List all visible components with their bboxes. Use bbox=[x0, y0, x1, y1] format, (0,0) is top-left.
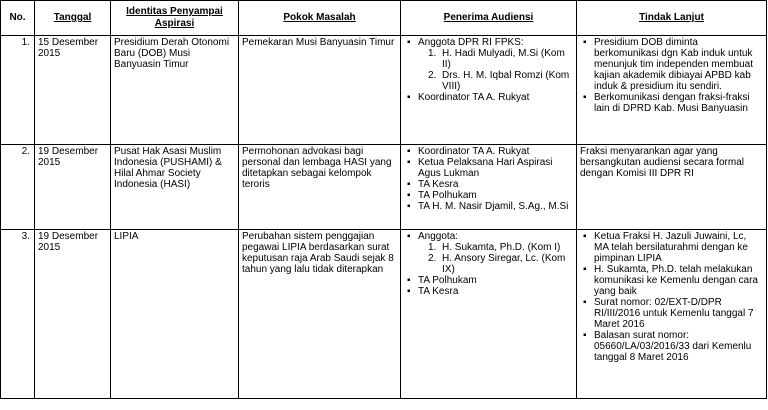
list-item bbox=[428, 70, 573, 92]
list-item-text: Balasan surat nomor: 05660/LA/03/2016/33 dari Kemenlu tanggal 8 Maret 2016 bbox=[594, 330, 752, 363]
row-identity: LIPIA bbox=[111, 230, 239, 399]
list-item bbox=[428, 253, 573, 275]
table-header-row bbox=[1, 1, 767, 36]
header-tanggal: Tanggal bbox=[35, 1, 111, 36]
list-item bbox=[404, 92, 573, 103]
table-row bbox=[1, 230, 767, 399]
row-recipients bbox=[401, 230, 577, 399]
list-item bbox=[404, 146, 573, 157]
row-issue: Perubahan sistem penggajian pegawai LIPIA berdasarkan surat keputusan raja Arab Saudi sejak 8 tahun yang lalu tidak diterapkan bbox=[239, 230, 401, 399]
row-follow-up bbox=[577, 36, 767, 145]
list-item bbox=[580, 264, 763, 297]
row-date: 19 Desember 2015 bbox=[35, 230, 111, 399]
row-number: 2. bbox=[1, 145, 35, 230]
row-date: 19 Desember 2015 bbox=[35, 145, 111, 230]
list-item-text: TA Polhukam bbox=[418, 275, 477, 286]
row-identity: Pusat Hak Asasi Muslim Indonesia (PUSHAMI) & Hilal Ahmar Society Indonesia (HASI) bbox=[111, 145, 239, 230]
list-item-text: H. Hadi Mulyadi, M.Si (Kom II) bbox=[442, 48, 565, 70]
row-issue: Permohonan advokasi bagi personal dan lembaga HASI yang ditetapkan sebagai kelompok teroris bbox=[239, 145, 401, 230]
header-identitas: Identitas Penyampai Aspirasi bbox=[111, 1, 239, 36]
follow-up-list bbox=[580, 231, 763, 363]
list-item-text: TA Kesra bbox=[418, 286, 459, 297]
list-number: 2. bbox=[428, 253, 437, 264]
list-item bbox=[580, 231, 763, 264]
header-pokok-masalah: Pokok Masalah bbox=[239, 1, 401, 36]
header-penerima-audiensi: Penerima Audiensi bbox=[401, 1, 577, 36]
header-no: No. bbox=[1, 1, 35, 36]
list-item-text: H. Sukamta, Ph.D. (Kom I) bbox=[442, 242, 561, 253]
header-tindak-lanjut: Tindak Lanjut bbox=[577, 1, 767, 36]
list-item bbox=[404, 231, 573, 275]
list-item bbox=[580, 297, 763, 330]
follow-up-text: Fraksi menyarankan agar yang bersangkutan audiensi secara formal dengan Komisi III DPR RI bbox=[580, 146, 744, 179]
list-item-text: TA Polhukam bbox=[418, 190, 477, 201]
list-number: 2. bbox=[428, 70, 437, 81]
row-recipients bbox=[401, 36, 577, 145]
follow-up-list bbox=[580, 37, 763, 114]
recipients-list bbox=[404, 37, 573, 103]
list-item-text: H. Ansory Siregar, Lc. (Kom IX) bbox=[442, 253, 566, 275]
list-item-text: Ketua Pelaksana Hari Aspirasi Agus Lukman bbox=[418, 157, 553, 179]
list-item bbox=[580, 92, 763, 114]
numbered-list bbox=[428, 242, 573, 275]
list-number: 1. bbox=[428, 242, 437, 253]
list-item bbox=[580, 330, 763, 363]
list-item-text: Berkomunikasi dengan fraksi-fraksi lain di DPRD Kab. Musi Banyuasin bbox=[594, 92, 750, 114]
list-item-text: Surat nomor: 02/EXT-D/DPR RI/III/2016 untuk Kemenlu tanggal 7 Maret 2016 bbox=[594, 297, 754, 330]
row-recipients bbox=[401, 145, 577, 230]
list-item-text: Ketua Fraksi H. Jazuli Juwaini, Lc, MA telah bersilaturahmi dengan ke pimpinan LIPIA bbox=[594, 231, 748, 264]
list-item bbox=[404, 37, 573, 92]
list-number: 1. bbox=[428, 48, 437, 59]
recipients-list bbox=[404, 146, 573, 212]
list-item-text: Drs. H. M. Iqbal Romzi (Kom VIII) bbox=[442, 70, 570, 92]
list-item-text: TA Kesra bbox=[418, 179, 459, 190]
list-item-text: TA H. M. Nasir Djamil, S.Ag., M.Si bbox=[418, 201, 569, 212]
row-follow-up bbox=[577, 230, 767, 399]
list-item bbox=[404, 157, 573, 179]
list-item bbox=[428, 242, 573, 253]
row-number: 3. bbox=[1, 230, 35, 399]
recipients-list bbox=[404, 231, 573, 297]
list-item bbox=[404, 190, 573, 201]
numbered-list bbox=[428, 48, 573, 92]
table-row bbox=[1, 36, 767, 145]
row-date: 15 Desember 2015 bbox=[35, 36, 111, 145]
list-item bbox=[404, 286, 573, 297]
table-row bbox=[1, 145, 767, 230]
row-follow-up bbox=[577, 145, 767, 230]
list-item-text: Koordinator TA A. Rukyat bbox=[418, 92, 530, 103]
list-item bbox=[404, 179, 573, 190]
list-item bbox=[404, 201, 573, 212]
row-number: 1. bbox=[1, 36, 35, 145]
row-issue: Pemekaran Musi Banyuasin Timur bbox=[239, 36, 401, 145]
list-item bbox=[580, 37, 763, 92]
list-item-text: Presidium DOB diminta berkomunikasi dgn Kab induk untuk menunjuk tim independen membuat kajian akademik dibiayai APBD kab induk & presidium itu sendiri. bbox=[594, 37, 753, 92]
list-item-text: Anggota DPR RI FPKS: bbox=[418, 37, 524, 48]
list-item-text: Anggota: bbox=[418, 231, 459, 242]
row-identity: Presidium Derah Otonomi Baru (DOB) Musi Banyuasin Timur bbox=[111, 36, 239, 145]
list-item-text: H. Sukamta, Ph.D. telah melakukan komunikasi ke Kemenlu dengan cara yang baik bbox=[594, 264, 758, 297]
list-item-text: Koordinator TA A. Rukyat bbox=[418, 146, 530, 157]
list-item bbox=[404, 275, 573, 286]
list-item bbox=[428, 48, 573, 70]
